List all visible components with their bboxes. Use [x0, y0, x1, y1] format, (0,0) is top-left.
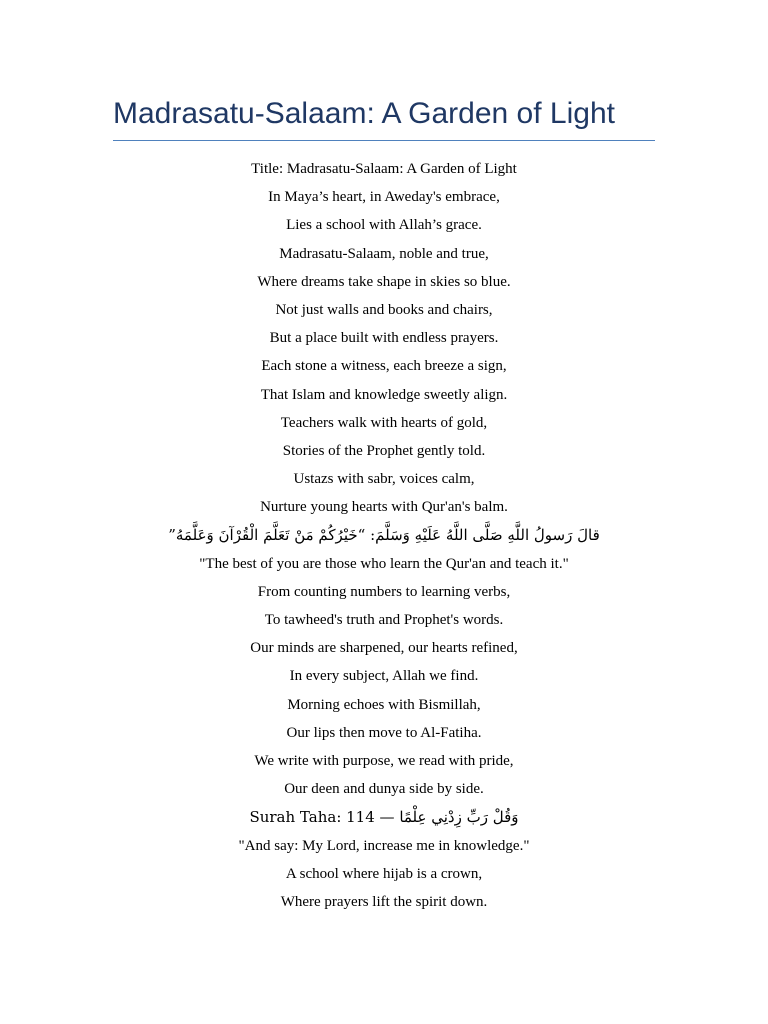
poem-line: Not just walls and books and chairs, — [275, 301, 493, 318]
poem-body — [113, 157, 655, 918]
poem-line: Madrasatu-Salaam, noble and true, — [279, 245, 489, 262]
arabic-hadith-line: قالَ رَسولُ اللَّهِ صَلَّى اللَّهُ عَلَيْهِ وَسَلَّمَ: “خَيْرُكُمْ مَنْ تَعَلَّمَ الْقُرْآنَ وَعَلَّمَهُ” — [168, 526, 600, 545]
poem-line: Where dreams take shape in skies so blue. — [257, 273, 511, 290]
poem-line: Where prayers lift the spirit down. — [280, 893, 488, 910]
poem-line: Teachers walk with hearts of gold, — [280, 414, 488, 431]
poem-line: In every subject, Allah we find. — [289, 668, 479, 685]
document-page — [113, 92, 655, 918]
poem-line: But a place built with endless prayers. — [269, 330, 499, 347]
poem-line: Our lips then move to Al-Fatiha. — [286, 724, 482, 741]
poem-line: Stories of the Prophet gently told. — [282, 442, 486, 459]
poem-line: Nurture young hearts with Qur'an's balm. — [260, 499, 508, 516]
poem-line: In Maya’s heart, in Aweday's embrace, — [268, 189, 500, 206]
poem-line: Lies a school with Allah’s grace. — [286, 217, 482, 234]
poem-line: We write with purpose, we read with pride, — [254, 752, 514, 769]
poem-line: Our minds are sharpened, our hearts refined, — [250, 640, 518, 657]
heading-underline — [113, 140, 655, 141]
poem-line: Morning echoes with Bismillah, — [287, 696, 481, 713]
document-heading: Madrasatu-Salaam: A Garden of Light — [113, 97, 615, 130]
poem-line: To tawheed's truth and Prophet's words. — [264, 612, 504, 628]
poem-line: Each stone a witness, each breeze a sign, — [261, 358, 507, 375]
hadith-translation-line: "The best of you are those who learn the Qur'an and teach it." — [199, 555, 569, 572]
poem-line: A school where hijab is a crown, — [285, 865, 483, 882]
poem-line: That Islam and knowledge sweetly align. — [260, 386, 508, 403]
poem-line: From counting numbers to learning verbs, — [257, 583, 511, 600]
arabic-verse-line: وَقُلْ رَبِّ زِدْنِي عِلْمًا — Surah Taha: 114 — [249, 808, 519, 827]
poem-title-line: Title: Madrasatu-Salaam: A Garden of Light — [251, 161, 517, 177]
poem-line: Our deen and dunya side by side. — [284, 781, 484, 798]
poem-line: Ustazs with sabr, voices calm, — [293, 471, 475, 488]
verse-translation-line: "And say: My Lord, increase me in knowledge." — [238, 837, 530, 854]
